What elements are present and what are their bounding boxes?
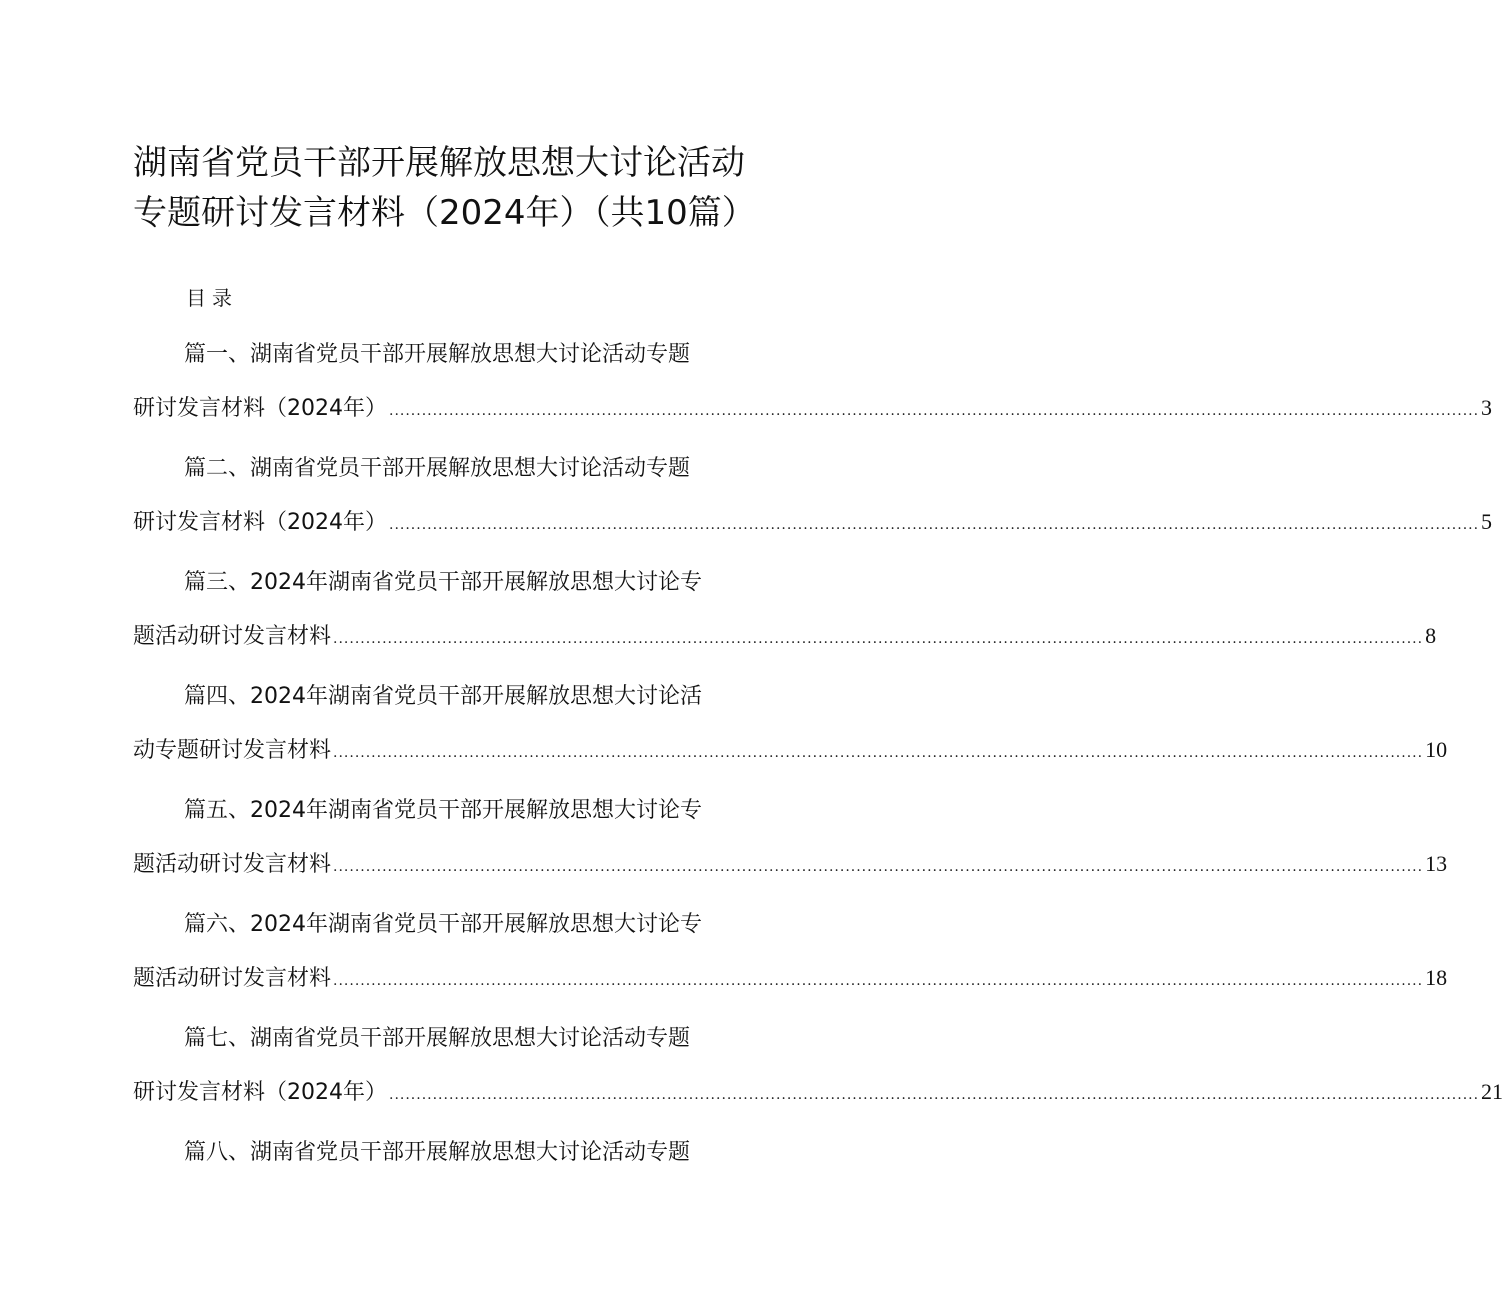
dot-leader: ........................................................................................................................................................................................................	[389, 1087, 1480, 1103]
toc-entry-5[interactable]	[133, 786, 1448, 900]
toc-entry-title-rest: 研讨发言材料（2024年）	[133, 510, 387, 535]
table-of-contents	[133, 330, 1503, 1242]
toc-entry-8[interactable]	[133, 1128, 778, 1242]
toc-entry-title-rest: 研讨发言材料（2024年）	[133, 1080, 387, 1105]
toc-page-number: 3	[1481, 395, 1493, 420]
toc-entry-title: 篇四、2024年湖南省党员干部开展解放思想大讨论活	[184, 684, 702, 709]
toc-entry-title-rest: 研讨发言材料（2024年）	[133, 396, 387, 421]
toc-entry-1[interactable]	[133, 330, 1493, 444]
toc-entry-title-rest: 题活动研讨发言材料	[133, 624, 332, 649]
toc-entry-title: 篇八、湖南省党员干部开展解放思想大讨论活动专题	[184, 1140, 691, 1165]
toc-entry-title: 篇二、湖南省党员干部开展解放思想大讨论活动专题	[184, 456, 691, 481]
dot-leader: ........................................................................................................................................................................................................	[333, 859, 1424, 875]
toc-page-number: 21	[1481, 1079, 1503, 1104]
toc-entry-title-rest: 动专题研讨发言材料	[133, 738, 332, 763]
toc-entry-title: 篇六、2024年湖南省党员干部开展解放思想大讨论专	[184, 912, 702, 937]
toc-entry-6[interactable]	[133, 900, 1448, 1014]
toc-entry-continuation	[133, 1064, 1503, 1120]
toc-entry-3[interactable]	[133, 558, 1437, 672]
toc-entry-title-rest: 题活动研讨发言材料	[133, 852, 332, 877]
toc-entry-continuation	[133, 950, 1448, 1006]
toc-entry-title: 篇七、湖南省党员干部开展解放思想大讨论活动专题	[184, 1026, 691, 1051]
dot-leader: ........................................................................................................................................................................................................	[333, 973, 1424, 989]
toc-entry-continuation	[133, 380, 1493, 436]
toc-entry-7[interactable]	[133, 1014, 1503, 1128]
toc-entry-title: 篇三、2024年湖南省党员干部开展解放思想大讨论专	[184, 570, 702, 595]
dot-leader: ........................................................................................................................................................................................................	[333, 745, 1424, 761]
toc-entry-4[interactable]	[133, 672, 1448, 786]
toc-entry-title-rest: 题活动研讨发言材料	[133, 966, 332, 991]
toc-entry-continuation	[133, 494, 1493, 550]
dot-leader: ........................................................................................................................................................................................................	[389, 403, 1480, 419]
dot-leader: ........................................................................................................................................................................................................	[333, 631, 1424, 647]
toc-entry-continuation	[133, 722, 1448, 778]
toc-entry-continuation	[133, 608, 1437, 664]
dot-leader: ........................................................................................................................................................................................................	[389, 517, 1480, 533]
toc-page-number: 5	[1481, 509, 1493, 534]
toc-entry-title: 篇一、湖南省党员干部开展解放思想大讨论活动专题	[184, 342, 691, 367]
toc-page-number: 10	[1425, 737, 1448, 762]
toc-page-number: 13	[1425, 851, 1448, 876]
toc-entry-2[interactable]	[133, 444, 1493, 558]
toc-heading: 目录	[186, 286, 238, 310]
document-title	[133, 138, 833, 238]
title-line-2: 专题研讨发言材料（2024年）（共10篇）	[133, 193, 756, 233]
toc-entry-continuation	[133, 836, 1448, 892]
toc-page-number: 8	[1425, 623, 1437, 648]
toc-entry-title: 篇五、2024年湖南省党员干部开展解放思想大讨论专	[184, 798, 702, 823]
title-line-1: 湖南省党员干部开展解放思想大讨论活动	[133, 143, 745, 183]
toc-page-number: 18	[1425, 965, 1448, 990]
